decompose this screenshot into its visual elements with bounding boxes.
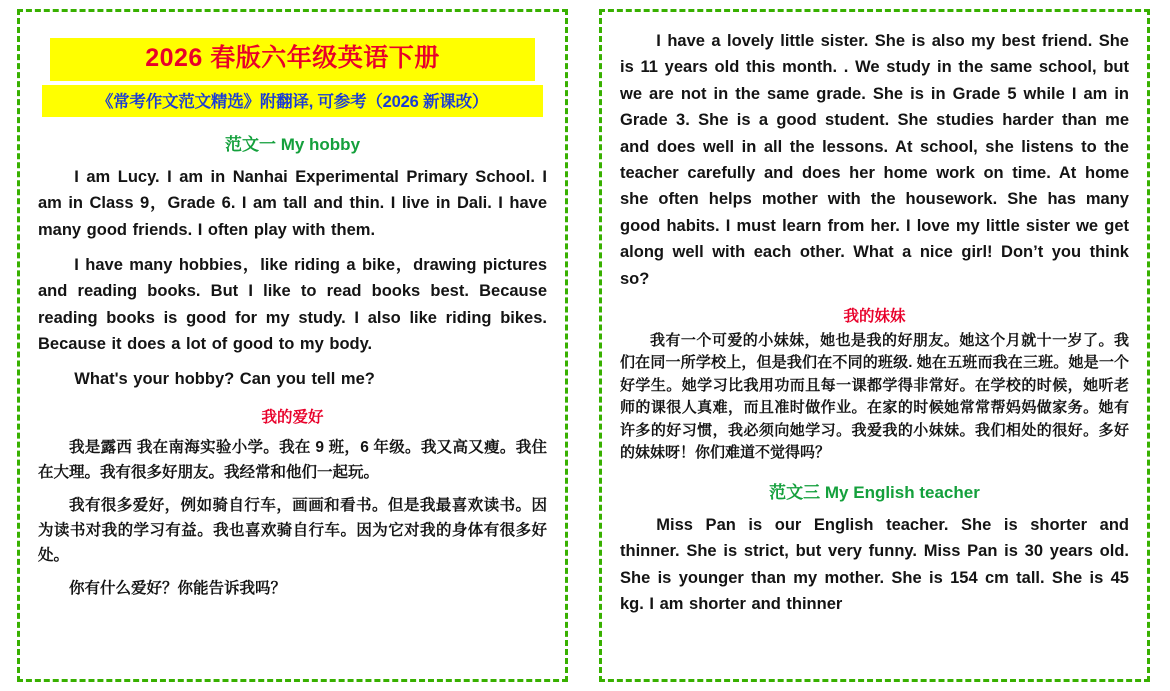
essay1-paragraph-en-2: I have many hobbies，like riding a bike，drawing pictures and reading books. But I like to read books best. Because reading books is good for my study. I also like riding bikes. Because it does a lot of good to my body.	[38, 255, 547, 354]
document-subtitle-banner	[42, 85, 543, 117]
essay3-paragraph-en-1: Miss Pan is our English teacher. She is shorter and thinner. She is strict, but very funny. Miss Pan is 30 years old. She is younger than my mother. She is 154 cm tall. She is 45 kg. I am shorter and thinner	[620, 515, 1129, 614]
essay1-heading-cn: 范文一	[224, 134, 276, 154]
right-column-content	[602, 12, 1147, 679]
page-subtitle: 《常考作文范文精选》附翻译, 可参考（2026 新课改）	[96, 92, 489, 111]
essay1-paragraph-en-1: I am Lucy. I am in Nanhai Experimental Primary School. I am in Class 9，Grade 6. I am tall and thin. I live in Dali. I have many good friends. I often play with them.	[38, 167, 547, 239]
essay3-heading	[620, 478, 1129, 503]
essay1-paragraph-en-3: What's your hobby? Can you tell me?	[74, 370, 375, 389]
document-title-banner	[50, 38, 535, 81]
essay3-heading-en: My English teacher	[824, 482, 980, 502]
essay2-paragraph-en-1: I have a lovely little sister. She is also my best friend. She is 11 years old this month. . We study in the same school, but we are not in the same grade. She is in Grade 5 while I am in Grade 3. She is a good student. She studies harder than me and does well in all the lessons. At school, she listens to the teacher carefully and does her home work on time. At home she often helps mother with the housework. She has many good habits. I must learn from her. I love my little sister we get along well with each other. What a nice girl! Don’t you think so?	[620, 32, 1129, 288]
essay1-paragraph-cn-2: 我有很多爱好，例如骑自行车，画画和看书。但是我最喜欢读书。因为读书对我的学习有益。我也喜欢骑自行车。因为它对我的身体有很多好处。	[38, 497, 547, 565]
essay2-paragraph-cn-1: 我有一个可爱的小妹妹，她也是我的好朋友。她这个月就十一岁了。我们在同一所学校上，但是我们在不同的班级. 她在五班而我在三班。她是一个好学生。她学习比我用功而且每一课都学得非常好。在学校的时候，她听老师的课很人真难，而且准时做作业。在家的时候她常常帮妈妈做家务。她有许多的好习惯，我必须向她学习。我爱我的小妹妹。我们相处的很好。多好的妹妹呀！你们难道不觉得吗？	[620, 331, 1129, 462]
essay1-paragraph-cn-3: 你有什么爱好？你能告诉我吗？	[69, 580, 287, 598]
essay1-paragraph-cn-1: 我是露西 我在南海实验小学。我在 9 班，6 年级。我又高又瘦。我住在大理。我有很多好朋友。我经常和他们一起玩。	[38, 438, 547, 481]
page-title: 2026 春版六年级英语下册	[145, 44, 440, 72]
essay1-heading-en: My hobby	[280, 134, 361, 154]
essay1-translation-heading: 我的爱好	[261, 408, 324, 426]
essay3-heading-cn: 范文三	[769, 482, 821, 502]
right-page-column	[599, 9, 1150, 682]
essay1-heading	[38, 130, 547, 155]
left-page-column	[17, 9, 568, 682]
essay2-translation-heading: 我的妹妹	[843, 307, 906, 325]
left-column-content	[20, 12, 565, 679]
